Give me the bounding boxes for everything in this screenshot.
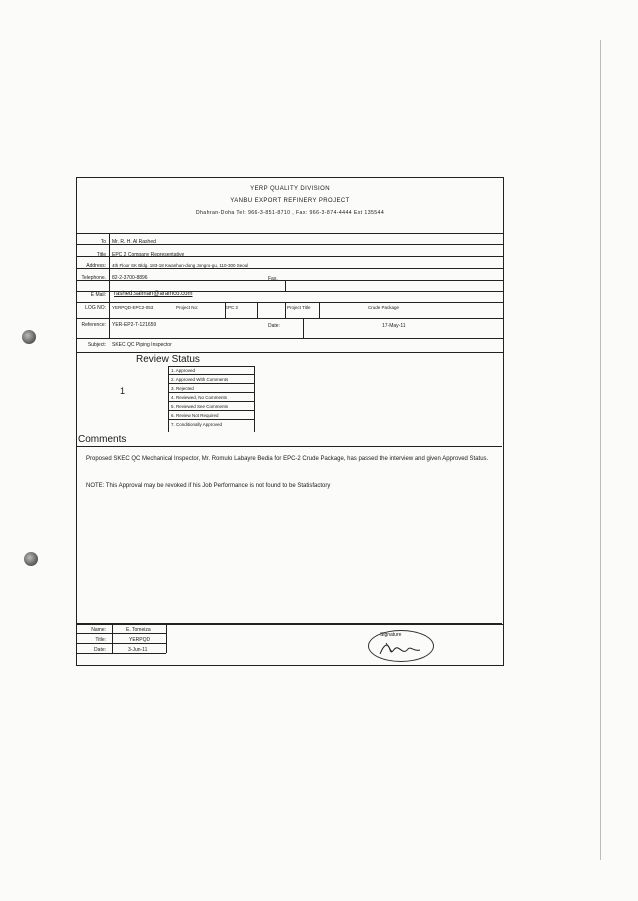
footer-title-label: Title:: [95, 637, 106, 643]
reference-value: YER-EP2-T-121659: [112, 322, 157, 328]
subject-label: Subject:: [87, 342, 106, 348]
footer-title-value: YERPQD: [129, 637, 151, 643]
review-item-1: 1. Approved: [168, 367, 254, 375]
footer-date-value: 3-Jun-11: [128, 647, 148, 653]
review-item-6: 6. Review Not Required: [168, 412, 254, 420]
date-value: 17-May-11: [382, 323, 406, 329]
comments-paragraph-1: Proposed SKEC QC Mechanical Inspector, Mr. Romulo Labayre Bedia for EPC-2 Crude Package, has passed the interview and given Approved Status.: [86, 456, 489, 462]
comments-title: Comments: [78, 434, 127, 445]
to-value: Mr. R. H. Al Rashed: [112, 239, 156, 245]
review-status-selected: 1: [120, 386, 126, 396]
review-status-title: Review Status: [136, 354, 200, 365]
footer-date-label: Date:: [94, 647, 106, 653]
to-label: To: [100, 239, 106, 245]
project-title: YANBU EXPORT REFINERY PROJECT: [230, 198, 350, 204]
review-item-4: 4. Reviewed, No Comments: [168, 394, 254, 402]
telephone-value: 82-2-3700-8896: [112, 275, 148, 281]
comments-paragraph-2: NOTE: This Approval may be revoked if his Job Performance is not found to be Statisfactory: [86, 483, 331, 489]
address-value: 4th Floor SK Bldg. 183-18 Kwanhun-dong Jongro-gu, 110-300 Seoul: [112, 263, 249, 268]
project-title-label: Project Title: [287, 305, 311, 310]
reference-label: Reference:: [81, 322, 106, 328]
title-label: Title: [96, 252, 106, 258]
project-no-label: Project No:: [176, 305, 199, 310]
email-label: E Mail:: [90, 292, 106, 298]
review-item-7: 7. Conditionally Approved: [171, 422, 223, 427]
approval-form: [76, 177, 504, 666]
project-no-value: EPC 2: [225, 305, 239, 310]
footer-name-value: E. Tomeiza: [126, 627, 151, 633]
title-value: EPC 2 Company Representative: [112, 252, 185, 258]
project-title-value: Crude Package: [368, 305, 400, 310]
review-item-3: 3. Rejected: [168, 385, 254, 393]
contact-line: Dhahran-Doha Tel: 966-3-851-8710 , Fax: 966-3-874-4444 Ext 135544: [195, 210, 385, 216]
punch-hole-top: [22, 330, 36, 344]
email-value: rashed.salman@aramco.com: [114, 291, 193, 297]
division-title: YERP QUALITY DIVISION: [250, 186, 330, 192]
subject-value: SKEC QC Piping Inspector: [112, 342, 172, 348]
punch-hole-bottom: [24, 552, 38, 566]
address-label: Address:: [86, 263, 106, 269]
signature-label: Signature: [380, 632, 402, 638]
telephone-label: Telephone.: [81, 275, 106, 281]
log-label: LOG NO:: [85, 305, 106, 311]
page-edge-line: [600, 40, 601, 860]
footer-name-label: Name:: [91, 627, 106, 633]
log-value: YERPQD-EPC2-053: [112, 305, 154, 310]
review-item-2: 2. Approved With Comments: [168, 376, 254, 384]
signature-scribble: [378, 640, 422, 658]
review-item-5: 5. Reviewed See Comments: [168, 403, 254, 411]
date-label: Date:: [268, 323, 280, 329]
fax-label: Fax.: [268, 276, 278, 282]
